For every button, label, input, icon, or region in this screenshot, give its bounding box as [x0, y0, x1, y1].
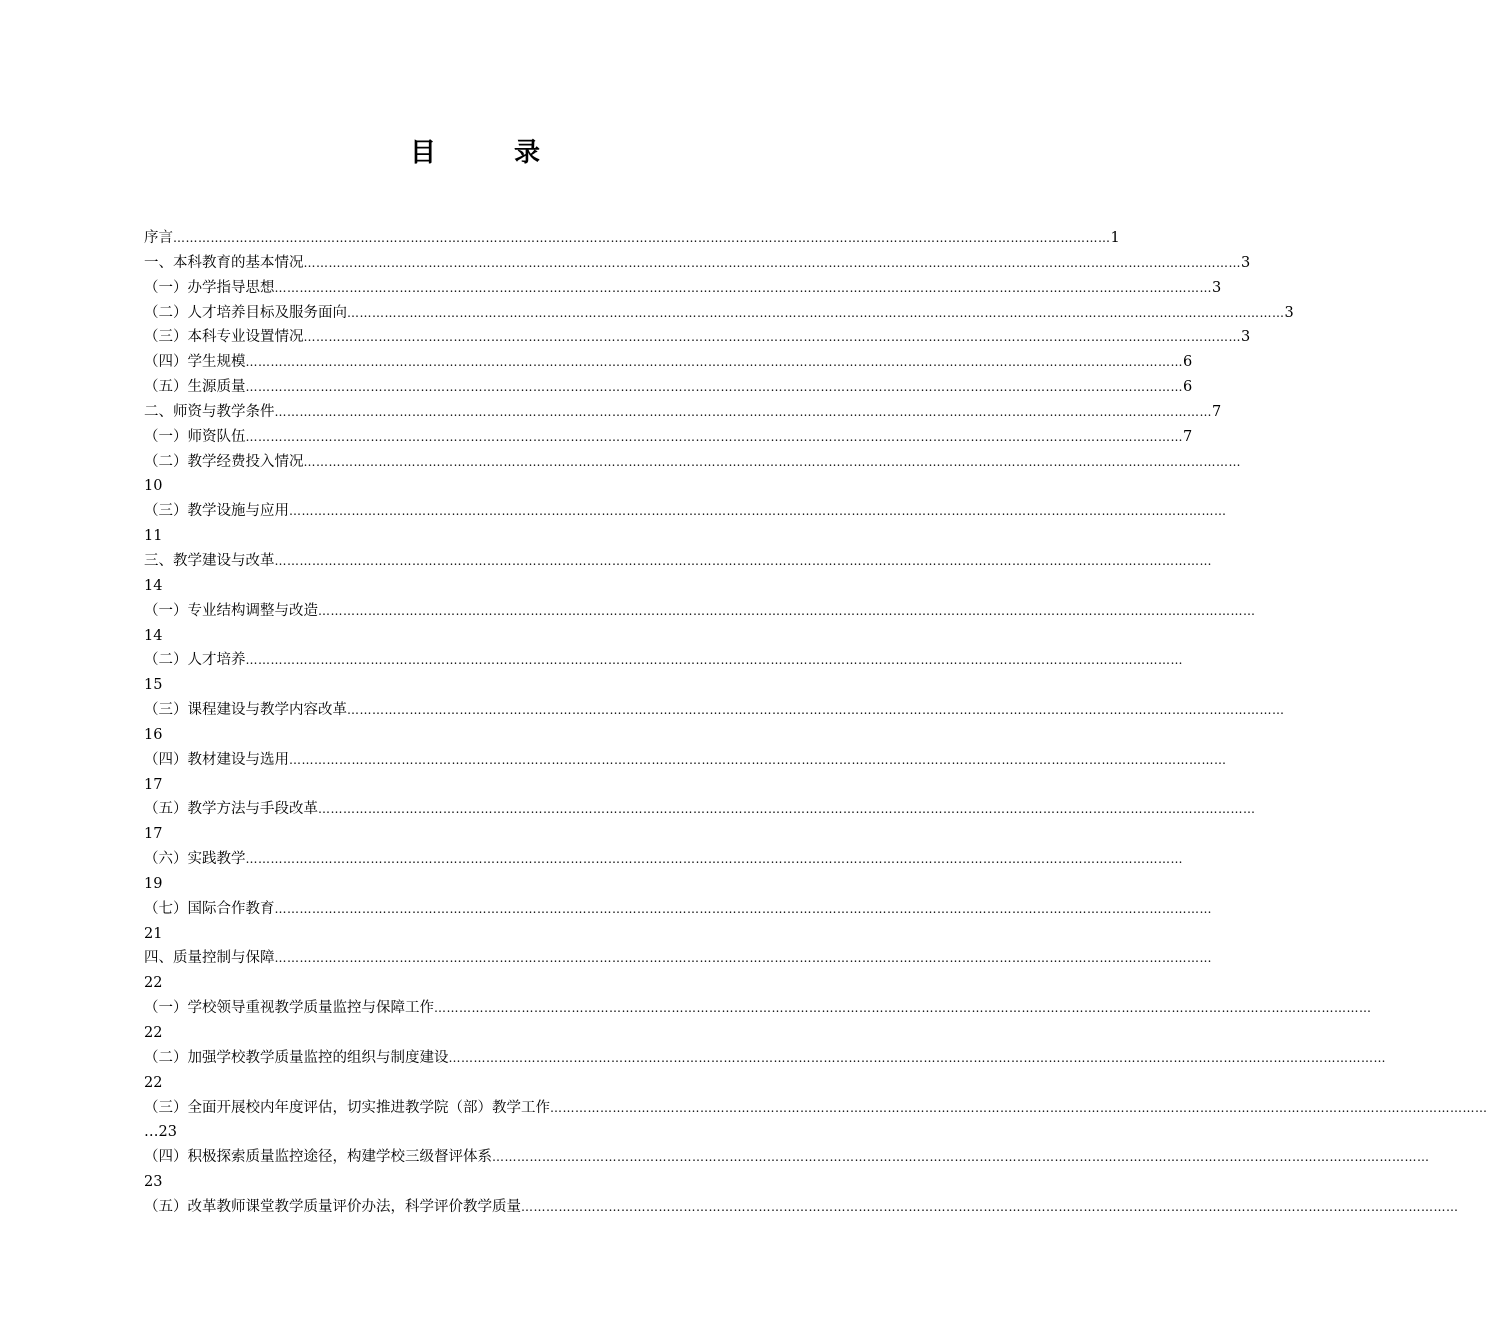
toc-entry[interactable]	[144, 847, 1183, 872]
toc-entry-title: （三）本科专业设置情况	[144, 329, 304, 346]
toc-entry-title: （二）人才培养目标及服务面向	[144, 304, 347, 321]
toc-leader-dots: ………………………………………………………………………………………………………………………………………………………………………………………………………	[550, 1100, 1488, 1115]
toc-entry-title: （一）学校领导重视教学质量监控与保障工作	[144, 1000, 434, 1017]
toc-entry[interactable]	[144, 400, 1222, 425]
toc-entry-title: （三）课程建设与教学内容改革	[144, 702, 347, 719]
toc-entry-title: （一）办学指导思想	[144, 279, 275, 296]
toc-entry-page: 16	[144, 726, 163, 743]
toc-entry-title: 二、师资与教学条件	[144, 403, 275, 420]
toc-entry-title: （五）改革教师课堂教学质量评价办法，科学评价教学质量	[144, 1198, 521, 1215]
toc-entry-title: （一）专业结构调整与改造	[144, 602, 318, 619]
toc-entry[interactable]	[144, 425, 1193, 450]
toc-entry[interactable]	[144, 897, 1212, 922]
table-of-contents	[144, 226, 1488, 1220]
toc-leader-dots: ………………………………………………………………………………………………………………………………………………………………………………………………………	[347, 703, 1285, 718]
toc-entry-page: 3	[1241, 329, 1251, 346]
toc-entry[interactable]	[144, 1046, 1386, 1071]
toc-entry[interactable]	[144, 1096, 1488, 1121]
toc-leader-dots: ………………………………………………………………………………………………………………………………………………………………………………………………………	[245, 355, 1183, 370]
toc-entry[interactable]	[144, 599, 1256, 624]
toc-entry[interactable]	[144, 301, 1294, 326]
toc-leader-dots: ………………………………………………………………………………………………………………………………………………………………………………………………………	[303, 255, 1241, 270]
toc-entry[interactable]	[144, 797, 1256, 822]
toc-entry-title: 三、教学建设与改革	[144, 552, 275, 569]
toc-entry[interactable]	[144, 499, 1227, 524]
toc-entry-title: （七）国际合作教育	[144, 900, 275, 917]
toc-entry-title: （三）全面开展校内年度评估，切实推进教学院（部）教学工作	[144, 1099, 550, 1116]
toc-leader-dots: ………………………………………………………………………………………………………………………………………………………………………………………………………	[434, 1001, 1372, 1016]
toc-entry-page: …23	[144, 1124, 177, 1141]
toc-leader-dots: ………………………………………………………………………………………………………………………………………………………………………………………………………	[245, 653, 1183, 668]
title-char-2: 录	[514, 138, 541, 168]
toc-leader-dots: ………………………………………………………………………………………………………………………………………………………………………………………………………	[303, 454, 1241, 469]
toc-entry-title: （一）师资队伍	[144, 428, 246, 445]
toc-entry[interactable]	[144, 748, 1227, 773]
toc-entry-page: 22	[144, 975, 163, 992]
toc-leader-dots: ………………………………………………………………………………………………………………………………………………………………………………………………………	[303, 330, 1241, 345]
toc-leader-dots: ………………………………………………………………………………………………………………………………………………………………………………………………………	[173, 231, 1111, 245]
toc-entry-page: 7	[1183, 428, 1193, 445]
toc-entry-title: （三）教学设施与应用	[144, 503, 289, 520]
toc-leader-dots: ………………………………………………………………………………………………………………………………………………………………………………………………………	[274, 404, 1212, 419]
toc-entry[interactable]	[144, 1195, 1459, 1220]
toc-entry[interactable]	[144, 698, 1285, 723]
toc-entry-title: 一、本科教育的基本情况	[144, 254, 304, 271]
toc-leader-dots: ………………………………………………………………………………………………………………………………………………………………………………………………………	[318, 802, 1256, 817]
toc-entry-page: 21	[144, 925, 163, 942]
toc-leader-dots: ………………………………………………………………………………………………………………………………………………………………………………………………………	[318, 603, 1256, 618]
toc-entry[interactable]	[144, 375, 1193, 400]
toc-entry-page: 3	[1241, 254, 1251, 271]
toc-entry-page: 22	[144, 1074, 163, 1091]
toc-entry-title: （二）人才培养	[144, 652, 246, 669]
toc-entry-page: 6	[1183, 379, 1193, 396]
toc-leader-dots: ………………………………………………………………………………………………………………………………………………………………………………………………………	[492, 1150, 1430, 1165]
toc-entry-title: （四）教材建设与选用	[144, 751, 289, 768]
title-char-1: 目	[409, 138, 436, 168]
toc-entry-page: 11	[144, 528, 163, 545]
toc-entry-title: （五）生源质量	[144, 379, 246, 396]
toc-leader-dots: ………………………………………………………………………………………………………………………………………………………………………………………………………	[347, 305, 1285, 320]
toc-entry[interactable]	[144, 946, 1212, 971]
toc-entry-title: （二）加强学校教学质量监控的组织与制度建设	[144, 1049, 449, 1066]
toc-entry[interactable]	[144, 276, 1222, 301]
page-title	[0, 132, 950, 169]
toc-leader-dots: ………………………………………………………………………………………………………………………………………………………………………………………………………	[274, 951, 1212, 966]
toc-entry[interactable]	[144, 549, 1212, 574]
toc-entry[interactable]	[144, 648, 1183, 673]
toc-entry-page: 10	[144, 478, 163, 495]
toc-leader-dots: ………………………………………………………………………………………………………………………………………………………………………………………………………	[245, 429, 1183, 444]
toc-leader-dots: ………………………………………………………………………………………………………………………………………………………………………………………………………	[274, 553, 1212, 568]
toc-entry-page: 17	[144, 776, 163, 793]
toc-entry-page: 23	[144, 1174, 163, 1191]
toc-entry-page: 14	[144, 627, 163, 644]
toc-entry-title: （六）实践教学	[144, 851, 246, 868]
toc-entry[interactable]	[144, 325, 1251, 350]
toc-entry-page: 15	[144, 677, 163, 694]
toc-leader-dots: ………………………………………………………………………………………………………………………………………………………………………………………………………	[448, 1050, 1386, 1065]
toc-entry[interactable]	[144, 996, 1372, 1021]
toc-leader-dots: ………………………………………………………………………………………………………………………………………………………………………………………………………	[289, 752, 1227, 767]
toc-entry-title: （二）教学经费投入情况	[144, 453, 304, 470]
toc-leader-dots: ………………………………………………………………………………………………………………………………………………………………………………………………………	[245, 380, 1183, 395]
toc-entry-page: 7	[1212, 403, 1222, 420]
toc-entry-page: 14	[144, 577, 163, 594]
toc-leader-dots: ………………………………………………………………………………………………………………………………………………………………………………………………………	[289, 504, 1227, 519]
toc-entry-page: 19	[144, 875, 163, 892]
toc-entry-page: 17	[144, 826, 163, 843]
toc-entry[interactable]	[144, 450, 1241, 475]
toc-entry[interactable]	[144, 1145, 1430, 1170]
toc-entry-page: 3	[1284, 304, 1294, 321]
toc-leader-dots: ………………………………………………………………………………………………………………………………………………………………………………………………………	[274, 901, 1212, 916]
toc-entry[interactable]	[144, 350, 1193, 375]
toc-entry-title: （四）积极探索质量监控途径，构建学校三级督评体系	[144, 1149, 492, 1166]
toc-entry-page: 1	[1110, 230, 1120, 246]
toc-entry-title: 四、质量控制与保障	[144, 950, 275, 967]
toc-entry-title: 序言	[144, 230, 173, 246]
toc-entry-title: （四）学生规模	[144, 354, 246, 371]
toc-leader-dots: ………………………………………………………………………………………………………………………………………………………………………………………………………	[521, 1199, 1459, 1214]
toc-entry-page: 22	[144, 1025, 163, 1041]
toc-entry-page: 6	[1183, 354, 1193, 371]
toc-entry[interactable]	[144, 226, 1120, 251]
toc-entry[interactable]	[144, 251, 1251, 276]
toc-entry-title: （五）教学方法与手段改革	[144, 801, 318, 818]
toc-entry-page: 3	[1212, 279, 1222, 296]
toc-leader-dots: ………………………………………………………………………………………………………………………………………………………………………………………………………	[245, 852, 1183, 867]
toc-leader-dots: ………………………………………………………………………………………………………………………………………………………………………………………………………	[274, 280, 1212, 295]
